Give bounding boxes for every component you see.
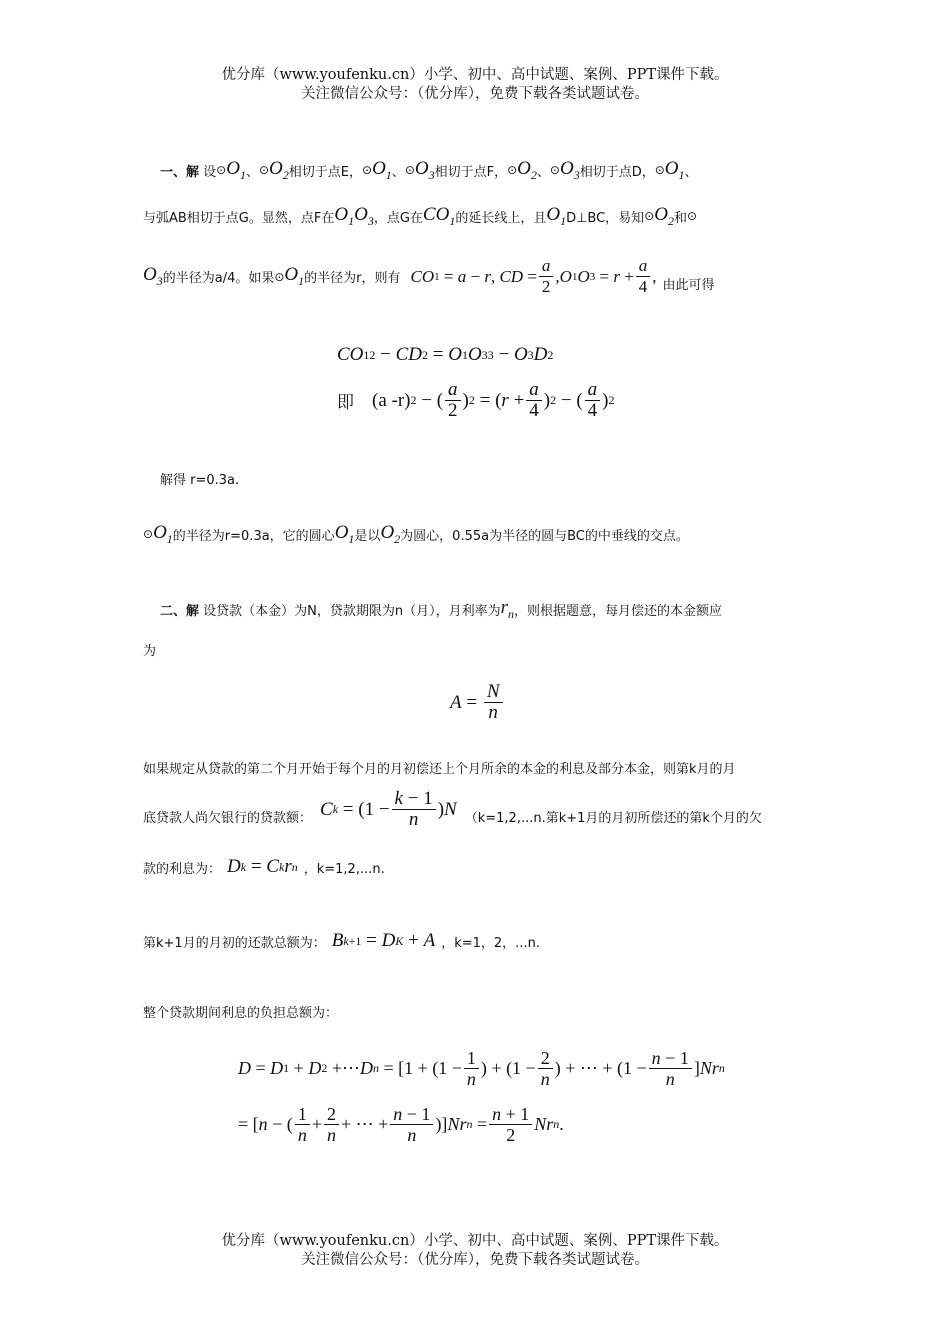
text: （k=1,2,...n.第k+1月的月初所偿还的第k个月的欠 bbox=[464, 811, 762, 826]
circle-symbol-icon: ⊙ bbox=[507, 163, 518, 178]
text: 是以 bbox=[354, 528, 381, 544]
text: 为圆心，0.55a为半径的圆与BC的中垂线的交点。 bbox=[400, 528, 689, 544]
equation-A: A = $\frac{N}{n}$ bbox=[450, 682, 505, 723]
text: 第k+1月的月初的还款总额为： bbox=[143, 935, 326, 951]
math-O3: $O_3$ bbox=[559, 158, 580, 182]
p2-line-ck bbox=[143, 789, 762, 830]
text: 的半径为r=0.3a，它的圆心 bbox=[172, 528, 335, 544]
text: 底贷款人尚欠银行的贷款额： bbox=[143, 811, 313, 826]
text: 、 bbox=[245, 164, 259, 180]
circle-symbol-icon: ⊙ bbox=[687, 209, 698, 224]
text: 设 bbox=[203, 164, 217, 180]
formula-Dk: D k = C k r n bbox=[227, 856, 298, 877]
text: 和 bbox=[673, 210, 687, 226]
text: ，点G在 bbox=[373, 210, 423, 226]
text: 即 bbox=[337, 393, 354, 413]
p1-line-1 bbox=[160, 158, 698, 183]
math-O2: $O_2$ bbox=[654, 204, 674, 228]
text: D⊥BC，易知 bbox=[566, 210, 645, 226]
formula-Bk: B k+1 = D K + A bbox=[331, 930, 436, 951]
text: 与弧AB相切于点G。显然，点F在 bbox=[143, 210, 335, 226]
formula-Ck: C k = (1 − $\frac{k - 1}{n}$ ) N bbox=[320, 788, 457, 830]
text: 相切于点E， bbox=[288, 164, 362, 180]
text: 的延长线上，且 bbox=[455, 210, 547, 226]
p2-line-dk bbox=[143, 856, 385, 878]
text: ，k=1，2，...n. bbox=[441, 935, 540, 951]
problem1-label: 一、解 bbox=[160, 164, 200, 180]
p1-line-3 bbox=[143, 256, 715, 297]
formula-co1-cd-o1o3: CO 1 = a − r , CD = $\frac{a}{2}$ , O 1 O 3 = r + $\frac{a}{4}$ , bbox=[410, 256, 657, 296]
circle-symbol-icon: ⊙ bbox=[654, 163, 665, 178]
math-O2: $O_2$ bbox=[380, 522, 401, 546]
text: 由此可得 bbox=[662, 278, 715, 293]
equation-D-line-1: D = D 1 + D 2 +⋯ D n = [1 + (1 − $\frac{1}{n}$ ) + (1 − $\frac{2}{n}$ ) + ⋯ + (1 − $\frac{n - 1}{n}$ ] Nr n bbox=[238, 1048, 725, 1089]
math-O1: $O_1$ bbox=[664, 158, 685, 182]
circle-symbol-icon: ⊙ bbox=[404, 163, 415, 178]
math-O1: $O_1$ bbox=[153, 522, 173, 546]
header-line-1: 优分库（www.youfenku.cn）小学、初中、高中试题、案例、PPT课件下载。 bbox=[221, 67, 729, 83]
circle-symbol-icon: ⊙ bbox=[274, 269, 285, 284]
text: 的半径为a/4。如果 bbox=[162, 271, 275, 286]
text: 款的利息为： bbox=[143, 861, 222, 877]
conclusion-line bbox=[143, 522, 689, 547]
text: 相切于点F， bbox=[434, 164, 508, 180]
footer-line-2: 关注微信公众号：（优分库），免费下载各类试题试卷。 bbox=[301, 1252, 649, 1268]
circle-symbol-icon: ⊙ bbox=[362, 163, 373, 178]
p2-line-1 bbox=[160, 597, 722, 622]
math-O1: $O_1$ bbox=[546, 204, 567, 228]
math-CO1: $CO_1$ bbox=[422, 204, 456, 228]
math-O1: $O_1$ bbox=[372, 158, 392, 182]
header-line-2: 关注微信公众号：（优分库），免费下载各类试题试卷。 bbox=[301, 86, 649, 102]
circle-symbol-icon: ⊙ bbox=[549, 163, 560, 178]
equation-squares: CO 1 2 − CD 2 = O 1 O 3 3 − O 3 D 2 bbox=[337, 344, 554, 365]
text: ，则根据题意，每月偿还的本金额应 bbox=[514, 603, 723, 619]
math-O1O3: $O_1O_3$ bbox=[334, 204, 374, 228]
equation-ji: 即 (a -r) 2 − ( $\frac{a}{2}$ ) 2 = ( r + $\frac{a}{4}$ ) 2 − ( $\frac{a}{4}$ ) 2 bbox=[337, 379, 615, 421]
math-O2: $O_2$ bbox=[269, 158, 289, 182]
p2-para-1: 如果规定从贷款的第二个月开始于每个月的月初偿还上个月所余的本金的利息及部分本金，则第k月的月 bbox=[143, 762, 736, 777]
p2-line-bk bbox=[143, 930, 540, 952]
circle-symbol-icon: ⊙ bbox=[216, 163, 227, 178]
text: 设贷款（本金）为N，贷款期限为n（月），月利率为 bbox=[203, 603, 501, 619]
math-O1: $O_1$ bbox=[284, 264, 305, 288]
text: 、 bbox=[684, 164, 698, 180]
p1-line-2 bbox=[143, 204, 697, 229]
text: ，k=1,2,...n. bbox=[303, 861, 385, 877]
math-O2: $O_2$ bbox=[517, 158, 537, 182]
circle-symbol-icon: ⊙ bbox=[644, 209, 655, 224]
text: 、 bbox=[536, 164, 550, 180]
text: 相切于点D， bbox=[579, 164, 655, 180]
circle-symbol-icon: ⊙ bbox=[258, 163, 270, 178]
math-O3: $O_3$ bbox=[143, 264, 163, 288]
text: 的半径为r，则有 bbox=[304, 271, 401, 286]
text: 、 bbox=[391, 164, 405, 180]
math-O1: $O_1$ bbox=[226, 158, 246, 182]
math-O1: $O_1$ bbox=[334, 522, 355, 546]
p2-para-total: 整个贷款期间利息的负担总额为： bbox=[143, 1006, 339, 1021]
footer-line-1: 优分库（www.youfenku.cn）小学、初中、高中试题、案例、PPT课件下载。 bbox=[221, 1233, 729, 1249]
math-rn: $r_n$ bbox=[500, 597, 515, 621]
circle-symbol-icon: ⊙ bbox=[143, 527, 154, 542]
problem2-label: 二、解 bbox=[160, 603, 200, 619]
p2-wei: 为 bbox=[143, 644, 157, 659]
math-O3: $O_3$ bbox=[414, 158, 435, 182]
equation-D-line-2: = [ n − ( $\frac{1}{n}$ + $\frac{2}{n}$ + ⋯ + $\frac{n - 1}{n}$ )] Nr n = $\frac{n + 1}{2}$ Nr n . bbox=[238, 1104, 564, 1145]
solve-line: 解得 r=0.3a. bbox=[160, 473, 240, 488]
